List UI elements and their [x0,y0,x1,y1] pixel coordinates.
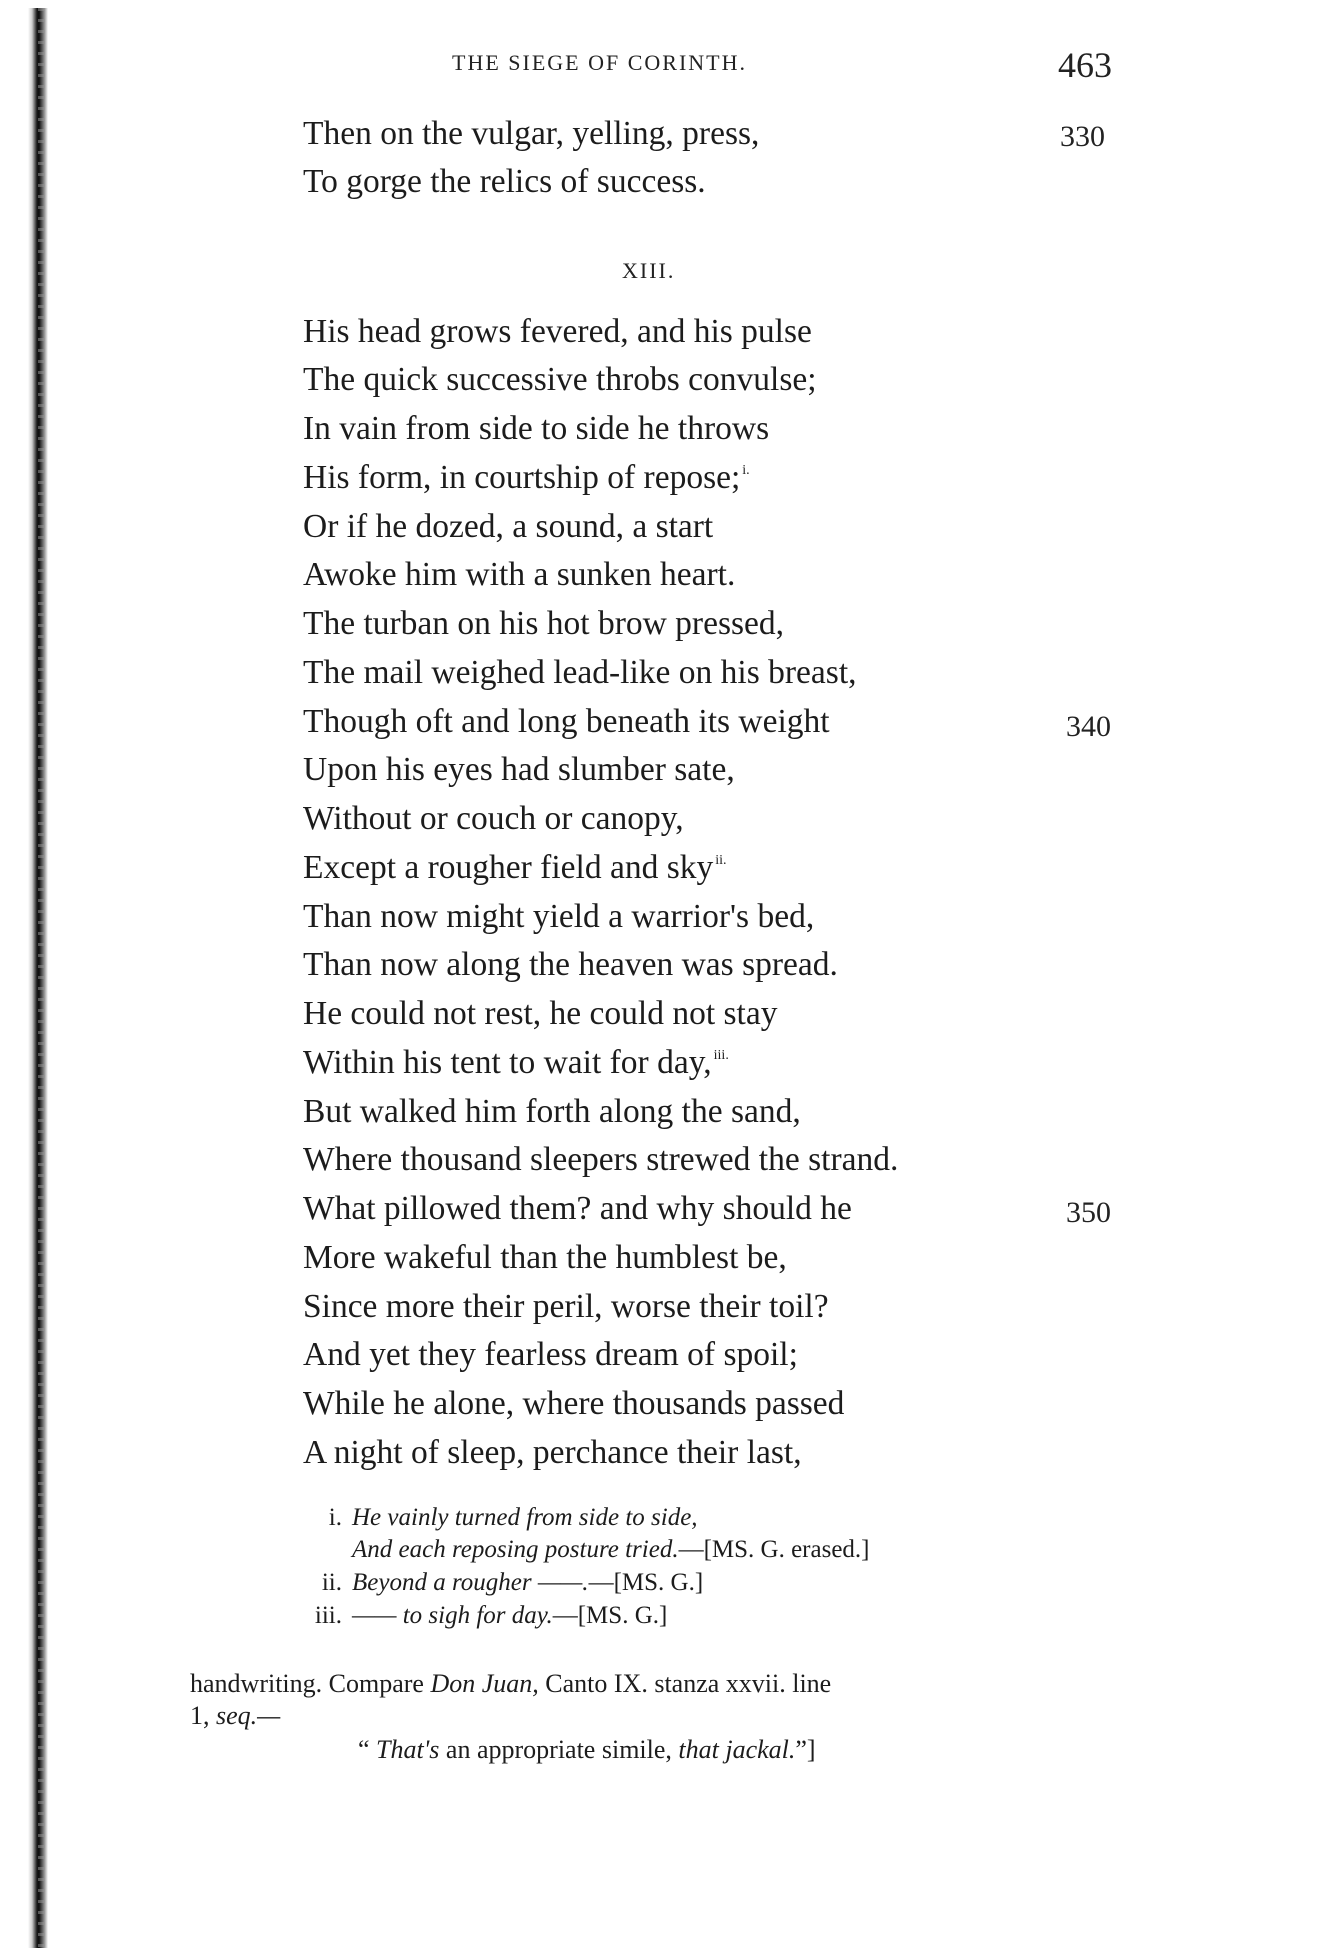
variant-source: —[MS. G.] [552,1602,668,1629]
verse-text: Except a rougher field and sky [303,849,714,886]
verse-text: Upon his eyes had slumber sate, [303,751,735,788]
verse-line [303,310,812,354]
verse-text: Since more their peril, worse their toil? [303,1288,829,1325]
verse-line [303,992,777,1036]
footnote-text-italic: seq.— [216,1701,281,1730]
binding-texture [38,8,44,1948]
verse-line [303,1236,787,1280]
footnote-line [190,1668,831,1700]
variant-label: i. [328,1504,342,1531]
verse-line [303,1041,729,1085]
verse-text: Where thousand sleepers strewed the strand. [303,1141,899,1178]
page-number: 463 [1058,45,1112,85]
verse-line [303,160,706,204]
verse-text: Within his tent to wait for day, [303,1044,712,1081]
variant-note [312,1567,703,1599]
verse-text: More wakeful than the humblest be, [303,1239,787,1276]
verse-text: Though oft and long beneath its weight [303,703,830,740]
verse-text: In vain from side to side he throws [303,410,770,447]
verse-line [303,797,684,841]
verse-line [303,1285,829,1329]
quote-text-italic: that jackal. [678,1735,796,1764]
variant-text: Beyond a rougher ——. [352,1569,589,1596]
verse-line [303,505,713,549]
verse-line [303,700,830,744]
quote-mark: ”] [795,1735,816,1764]
variant-note [312,1502,698,1534]
verse-text: Or if he dozed, a sound, a start [303,508,714,545]
verse-text: The mail weighed lead-like on his breast, [303,654,857,691]
verse-line [303,1333,798,1377]
variant-note [312,1600,667,1632]
variant-label: iii. [314,1602,342,1629]
verse-line [303,456,750,500]
variant-source: —[MS. G.] [588,1569,704,1596]
quote-text-italic: That's [376,1735,440,1764]
variant-text: He vainly turned from side to side, [352,1504,698,1531]
verse-text: The quick successive throbs convulse; [303,361,817,398]
verse-line [303,1138,898,1182]
verse-text: While he alone, where thousands passed [303,1385,845,1422]
quote-text: an appropriate simile, [439,1735,679,1764]
variant-source: —[MS. G. erased.] [678,1536,870,1563]
verse-line [303,651,857,695]
variant-label: ii. [321,1569,342,1596]
verse-text: But walked him forth along the sand, [303,1093,801,1130]
running-head [0,44,1338,84]
footnote-line [190,1700,280,1732]
verse-text: Than now might yield a warrior's bed, [303,898,815,935]
line-number: 330 [1060,120,1105,153]
footnote-text: Canto IX. stanza xxvii. line [538,1669,832,1698]
verse-text: A night of sleep, perchance their last, [303,1434,802,1471]
footnote-quote [358,1734,816,1766]
variant-text: And each reposing posture tried. [352,1536,679,1563]
verse-line [303,1382,844,1426]
running-title: THE SIEGE OF CORINTH. [452,50,747,75]
note-reference: ii. [715,853,727,868]
verse-line [303,358,817,402]
verse-line [303,112,759,156]
quote-mark: “ [358,1735,377,1764]
verse-line [303,1431,802,1475]
verse-line [303,553,735,597]
verse-text: And yet they fearless dream of spoil; [303,1336,798,1373]
verse-text: His form, in courtship of repose; [303,459,741,496]
verse-line [303,1187,852,1231]
verse-line [303,407,769,451]
verse-text: Without or couch or canopy, [303,800,684,837]
footnote-text: handwriting. Compare [190,1669,431,1698]
verse-text: The turban on his hot brow pressed, [303,605,785,642]
variant-note [312,1534,870,1566]
verse-line [303,748,735,792]
verse-text: What pillowed them? and why should he [303,1190,852,1227]
verse-text: His head grows fevered, and his pulse [303,313,812,350]
note-reference: i. [742,463,750,478]
note-reference: iii. [713,1048,729,1063]
verse-text: He could not rest, he could not stay [303,995,778,1032]
verse-line [303,846,727,890]
verse-text: To gorge the relics of success. [303,163,706,200]
section-number: XIII. [622,258,676,283]
verse-text: Awoke him with a sunken heart. [303,556,736,593]
line-number: 340 [1066,710,1111,743]
verse-text: Then on the vulgar, yelling, press, [303,115,760,152]
variant-text: —— to sigh for day. [352,1602,553,1629]
verse-line [303,602,784,646]
verse-text: Than now along the heaven was spread. [303,946,838,983]
verse-line [303,943,838,987]
footnote-text: 1, [190,1701,216,1730]
verse-line [303,1090,801,1134]
line-number: 350 [1066,1196,1111,1229]
book-binding-edge [28,8,48,1948]
footnote-work-title: Don Juan, [430,1669,539,1698]
verse-line [303,895,814,939]
